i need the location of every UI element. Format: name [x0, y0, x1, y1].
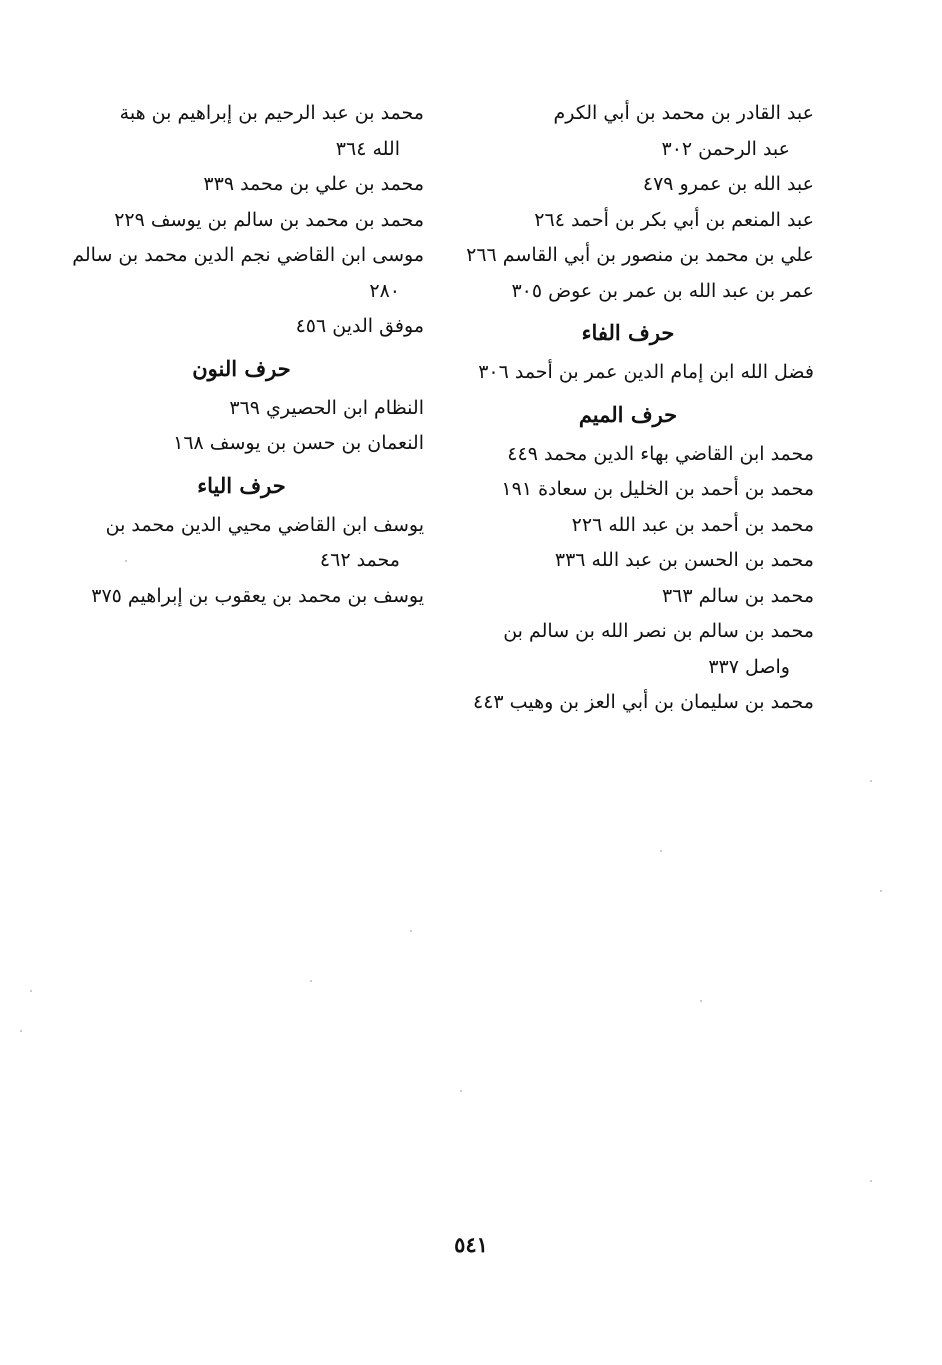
index-entry-text: محمد بن محمد بن سالم بن يوسف ٢٢٩ [114, 208, 424, 231]
scan-speck [460, 1090, 462, 1092]
index-entry-text: علي بن محمد بن منصور بن أبي القاسم ٢٦٦ [466, 244, 814, 266]
index-entry [442, 472, 814, 508]
index-entry-continuation: ٢٨٠ [369, 279, 400, 302]
index-entry-continuation: محمد ٤٦٢ [319, 549, 400, 571]
scan-speck [870, 1180, 872, 1182]
index-entry-text: محمد بن سالم ٣٦٣ [661, 584, 814, 607]
index-entry-text: موسى ابن القاضي نجم الدين محمد بن سالم [72, 244, 424, 266]
index-entry-text: النعمان بن حسن بن يوسف ١٦٨ [173, 432, 424, 454]
scan-speck [700, 1000, 702, 1002]
index-entry [442, 508, 814, 544]
letter-heading: حرف النون [192, 355, 291, 381]
index-entry-text: عبد المنعم بن أبي بكر بن أحمد ٢٦٤ [534, 208, 814, 231]
index-entry [59, 508, 424, 579]
scan-speck [410, 930, 412, 932]
index-entry-text: محمد بن الحسن بن عبد الله ٣٣٦ [554, 549, 814, 571]
scan-speck [310, 980, 312, 982]
index-entry [59, 391, 424, 427]
index-entry-text: عبد القادر بن محمد بن أبي الكرم [553, 102, 814, 124]
index-entry [442, 437, 814, 473]
scan-speck [20, 1030, 22, 1032]
index-entry [59, 96, 424, 167]
index-entry-text: عبد الله بن عمرو ٤٧٩ [642, 173, 814, 195]
index-entry-text: عمر بن عبد الله بن عمر بن عوض ٣٠٥ [511, 279, 814, 302]
index-entry-text: موفق الدين ٤٥٦ [295, 315, 424, 337]
index-column-right [442, 96, 814, 721]
scan-speck [125, 560, 127, 562]
index-entry-text: محمد بن عبد الرحيم بن إبراهيم بن هبة [119, 102, 424, 124]
index-entry [59, 167, 424, 203]
index-entry-text: يوسف ابن القاضي محيي الدين محمد بن [105, 513, 424, 536]
index-entry [442, 274, 814, 310]
letter-heading: حرف الياء [197, 472, 286, 498]
index-entry [442, 96, 814, 167]
index-entry [59, 426, 424, 462]
index-entry [442, 614, 814, 685]
index-entry-continuation: واصل ٣٣٧ [708, 655, 790, 678]
index-entry [442, 355, 814, 391]
page-number: ٥٤١ [454, 1232, 488, 1257]
index-entry-text: محمد بن سالم بن نصر الله بن سالم بن [503, 620, 814, 642]
index-entry [59, 579, 424, 615]
index-entry-text: يوسف بن محمد بن يعقوب بن إبراهيم ٣٧٥ [91, 584, 424, 607]
index-entry [442, 238, 814, 274]
index-entry [59, 238, 424, 309]
index-entry-text: محمد بن علي بن محمد ٣٣٩ [203, 173, 424, 195]
index-entry-text: محمد بن أحمد بن الخليل بن سعادة ١٩١ [501, 478, 814, 500]
scan-speck [870, 780, 872, 782]
index-entry [442, 685, 814, 721]
index-entry-text: محمد ابن القاضي بهاء الدين محمد ٤٤٩ [507, 442, 814, 465]
letter-heading: حرف الميم [578, 401, 678, 427]
index-column-left [59, 96, 424, 614]
index-entry [442, 579, 814, 615]
scan-speck [30, 990, 32, 992]
index-entry-text: محمد بن أحمد بن عبد الله ٢٢٦ [571, 513, 814, 536]
index-entry-continuation: الله ٣٦٤ [335, 137, 400, 160]
index-entry [442, 167, 814, 203]
index-entry [59, 309, 424, 345]
index-entry-text: فضل الله ابن إمام الدين عمر بن أحمد ٣٠٦ [478, 361, 814, 383]
index-entry-text: النظام ابن الحصيري ٣٦٩ [229, 396, 424, 419]
index-entry [442, 203, 814, 239]
index-entry [442, 543, 814, 579]
letter-heading: حرف الفاء [581, 320, 675, 345]
scan-speck [660, 850, 662, 852]
index-entry-continuation: عبد الرحمن ٣٠٢ [661, 137, 790, 160]
scan-speck [880, 890, 882, 892]
index-entry [59, 203, 424, 239]
index-entry-text: محمد بن سليمان بن أبي العز بن وهيب ٤٤٣ [473, 691, 814, 713]
